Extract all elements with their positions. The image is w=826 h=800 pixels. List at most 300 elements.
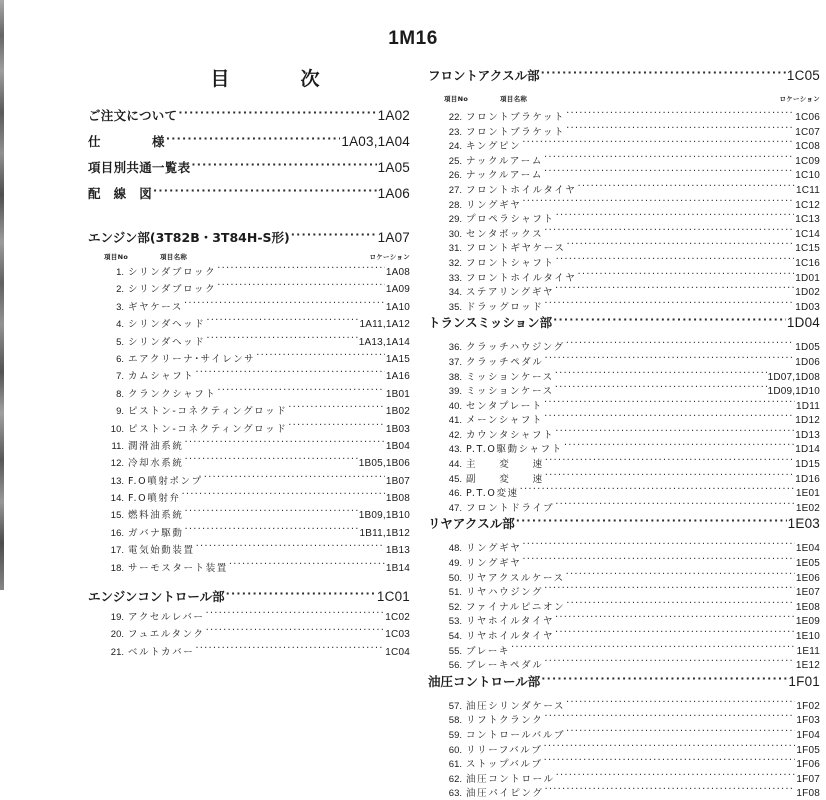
dot-leader	[522, 557, 795, 567]
item-label: 主 変 速	[466, 459, 544, 471]
item-no-column-header: 項目No	[104, 253, 129, 261]
location-column-header: ロケーション	[779, 95, 820, 103]
toc-item-row[interactable]	[88, 386, 410, 403]
toc-item-row[interactable]	[88, 490, 410, 507]
item-label: 油圧コントロール	[466, 773, 555, 785]
location-code: 1A09	[385, 284, 410, 296]
location-code: 1A11,1A12	[359, 319, 410, 331]
location-code: 1D06	[795, 356, 820, 368]
location-code: 1B03	[385, 423, 410, 435]
dot-leader	[545, 458, 795, 468]
dot-leader	[541, 68, 786, 81]
page-title: 目 次	[210, 68, 346, 90]
item-label: センタプレート	[466, 400, 543, 412]
item-label: フロントシャフト	[466, 257, 555, 269]
item-number: 47.	[448, 502, 462, 514]
item-number: 61.	[448, 759, 462, 771]
item-label: リヤアクスルケース	[466, 572, 565, 584]
dot-leader	[545, 787, 796, 797]
dot-leader	[195, 645, 384, 655]
section-title: 油圧コントロール部	[428, 673, 541, 689]
location-code: 1F01	[788, 673, 820, 689]
item-number: 44.	[448, 459, 462, 471]
item-number: 15.	[110, 510, 124, 522]
location-code: 1B02	[385, 406, 410, 418]
item-label: リフトクランク	[466, 715, 544, 727]
item-number: 30.	[448, 228, 462, 240]
dot-leader	[191, 160, 376, 173]
toc-item-row[interactable]	[88, 264, 410, 281]
dot-leader	[185, 526, 359, 536]
toc-item-row[interactable]	[428, 383, 820, 398]
toc-item-row[interactable]	[428, 124, 820, 139]
dot-leader	[544, 300, 794, 310]
toc-item-row[interactable]	[428, 584, 820, 599]
toc-item-row[interactable]	[88, 438, 410, 455]
dot-leader	[520, 487, 795, 497]
location-code: 1C10	[795, 170, 820, 182]
section-spacer	[88, 210, 410, 228]
item-label: ピストン-コネクティングロッド	[128, 406, 288, 418]
toc-item-row[interactable]	[88, 560, 410, 577]
dot-leader	[556, 256, 795, 266]
location-code: 1E07	[795, 587, 820, 599]
toc-item-row[interactable]	[88, 609, 410, 626]
document-code: 1M16	[388, 28, 438, 49]
item-number: 6.	[116, 353, 124, 365]
dot-leader	[566, 728, 795, 738]
toc-item-row[interactable]	[88, 644, 410, 661]
left-column-rows	[88, 106, 410, 661]
dot-leader	[555, 501, 795, 511]
item-number: 27.	[448, 184, 462, 196]
location-code: 1E09	[795, 616, 820, 628]
toc-item-row[interactable]	[428, 240, 820, 255]
item-number: 20.	[110, 629, 124, 641]
item-number: 63.	[448, 788, 462, 800]
toc-item-row[interactable]	[428, 427, 820, 442]
dot-leader	[516, 516, 787, 529]
location-code: 1D09,1D10	[767, 386, 820, 398]
dot-leader	[178, 108, 376, 121]
section-heading[interactable]	[428, 672, 820, 698]
toc-item-row[interactable]	[88, 455, 410, 472]
toc-item-row[interactable]	[428, 270, 820, 285]
toc-entry[interactable]	[88, 132, 410, 158]
dot-leader	[555, 286, 794, 296]
dot-leader	[555, 630, 795, 640]
dot-leader	[564, 443, 794, 453]
dot-leader	[522, 542, 795, 552]
toc-item-row[interactable]	[88, 351, 410, 368]
item-label: 冷却水系統	[128, 458, 184, 470]
dot-leader	[206, 628, 385, 638]
item-number: 5.	[116, 336, 124, 348]
location-code: 1C03	[385, 629, 410, 641]
item-label: キングピン	[466, 141, 522, 153]
item-number: 32.	[448, 257, 462, 269]
dot-leader	[544, 586, 795, 596]
item-label: クラッチペダル	[466, 356, 544, 368]
dot-leader	[184, 300, 385, 310]
toc-item-row[interactable]	[428, 742, 820, 757]
dot-leader	[226, 589, 376, 602]
toc-item-row[interactable]	[428, 727, 820, 742]
toc-item-row[interactable]	[428, 570, 820, 585]
toc-item-row[interactable]	[428, 398, 820, 413]
toc-item-row[interactable]	[428, 771, 820, 786]
item-number: 46.	[448, 488, 462, 500]
toc-item-row[interactable]	[88, 403, 410, 420]
section-heading[interactable]	[428, 514, 820, 540]
dot-leader	[291, 230, 377, 243]
dot-leader	[217, 283, 385, 293]
item-number: 45.	[448, 473, 462, 485]
section-heading[interactable]	[428, 313, 820, 339]
section-title: エンジン部(3T82B・3T84H-S形)	[88, 230, 290, 245]
toc-item-row[interactable]	[428, 255, 820, 270]
toc-item-row[interactable]	[428, 555, 820, 570]
dot-leader	[522, 140, 794, 150]
location-code: 1D14	[795, 444, 820, 456]
dot-leader	[288, 422, 385, 432]
location-code: 1E04	[795, 543, 820, 555]
dot-leader	[545, 472, 795, 482]
dot-leader	[556, 213, 795, 223]
item-label: ナックルアーム	[466, 155, 543, 167]
item-label: コントロールバルブ	[466, 729, 566, 741]
item-number: 48.	[448, 543, 462, 555]
item-label: ギヤケース	[128, 301, 184, 313]
dot-leader	[206, 335, 357, 345]
item-label: ナックルアーム	[466, 170, 543, 182]
toc-item-row[interactable]	[428, 657, 820, 672]
toc-item-row[interactable]	[88, 507, 410, 524]
toc-item-row[interactable]	[88, 281, 410, 298]
dot-leader	[166, 134, 341, 147]
item-number: 60.	[448, 744, 462, 756]
item-number: 54.	[448, 631, 462, 642]
item-label: フュエルタンク	[128, 629, 205, 641]
item-number: 7.	[116, 371, 124, 383]
location-code: 1B05,1B06	[358, 458, 410, 470]
toc-item-row[interactable]	[88, 525, 410, 542]
dot-leader	[204, 474, 385, 484]
location-code: 1C01	[376, 589, 410, 605]
section-heading[interactable]	[88, 587, 410, 609]
toc-item-row[interactable]	[88, 334, 410, 351]
item-number: 24.	[448, 141, 462, 153]
dot-leader	[553, 315, 786, 328]
item-number: 29.	[448, 214, 462, 226]
toc-item-row[interactable]	[428, 197, 820, 212]
item-number: 43.	[448, 444, 462, 456]
item-number: 51.	[448, 587, 462, 599]
item-label: F.O噴射ポンプ	[128, 475, 203, 487]
item-no-column-header: 項目No	[444, 95, 469, 103]
location-code: 1E05	[795, 558, 820, 570]
item-label: 副 変 速	[466, 473, 544, 485]
item-name-column-header: 項目名称	[500, 95, 528, 103]
item-number: 10.	[110, 423, 124, 435]
dot-leader	[217, 266, 385, 276]
section-title: リヤアクスル部	[428, 516, 515, 532]
item-label: リリーフバルブ	[466, 744, 543, 756]
item-number: 8.	[116, 388, 124, 400]
section-heading[interactable]	[88, 228, 410, 250]
dot-leader	[566, 111, 794, 121]
item-label: リヤホイルタイヤ	[466, 616, 555, 628]
dot-leader	[566, 571, 795, 581]
item-label: 油圧パイピング	[466, 788, 544, 800]
location-code: 1D05	[795, 342, 820, 354]
item-label: フロントギヤケース	[466, 243, 566, 255]
item-label: フロントドライブ	[466, 502, 555, 514]
toc-item-row[interactable]	[88, 626, 410, 643]
item-number: 53.	[448, 616, 462, 628]
dot-leader	[566, 341, 795, 351]
item-number: 37.	[448, 356, 462, 368]
item-label: アクセルレバー	[128, 612, 205, 624]
location-code: 1D12	[795, 415, 820, 427]
item-label: クランクシャフト	[128, 388, 217, 400]
item-number: 12.	[110, 458, 124, 470]
item-label: フロントブラケット	[466, 126, 566, 138]
item-label: フロントブラケット	[466, 112, 566, 123]
item-number: 11.	[111, 440, 124, 452]
dot-leader	[544, 169, 794, 179]
dot-leader	[544, 758, 796, 768]
toc-item-row[interactable]	[428, 712, 820, 727]
toc-item-row[interactable]	[88, 316, 410, 333]
toc-item-row[interactable]	[428, 441, 820, 456]
item-label: ピストン-コネクティングロッド	[128, 423, 288, 435]
location-code: 1B09,1B10	[358, 510, 410, 522]
location-code: 1D02	[795, 287, 820, 299]
toc-item-row[interactable]	[428, 354, 820, 369]
item-number: 14.	[110, 493, 124, 505]
item-number: 13.	[110, 475, 124, 487]
item-number: 4.	[116, 319, 124, 331]
toc-item-row[interactable]	[428, 628, 820, 643]
location-code: 1A05	[377, 160, 410, 175]
dot-leader	[566, 242, 794, 252]
location-code: 1C14	[795, 228, 820, 240]
toc-entry[interactable]	[88, 184, 410, 210]
item-number: 50.	[448, 572, 462, 584]
item-label: フロントホイルタイヤ	[466, 184, 577, 196]
item-number: 21.	[110, 646, 124, 658]
location-column-header: ロケーション	[369, 253, 410, 261]
location-code: 1B11,1B12	[359, 527, 410, 539]
toc-item-row[interactable]	[428, 456, 820, 471]
item-number: 1.	[116, 267, 124, 278]
dot-leader	[543, 743, 795, 753]
section-heading[interactable]	[428, 66, 820, 92]
toc-item-row[interactable]	[428, 153, 820, 168]
dot-leader	[185, 457, 358, 467]
location-code: 1C11	[796, 184, 820, 196]
toc-item-row[interactable]	[428, 226, 820, 241]
location-code: 1D04	[786, 315, 820, 331]
item-label: フロントホイルタイヤ	[466, 272, 577, 284]
location-code: 1B07	[385, 475, 410, 487]
toc-item-row[interactable]	[428, 698, 820, 713]
toc-entry[interactable]	[88, 158, 410, 184]
toc-item-row[interactable]	[428, 485, 820, 500]
item-label: リヤハウジング	[466, 587, 544, 599]
section-title: トランスミッション部	[428, 315, 553, 331]
entry-label: 仕 様	[88, 134, 165, 149]
dot-leader	[196, 544, 385, 554]
dot-leader	[229, 561, 385, 571]
dot-leader	[544, 154, 794, 164]
location-code: 1E12	[795, 660, 820, 672]
item-number: 40.	[448, 400, 462, 412]
item-label: カムシャフト	[128, 371, 195, 383]
item-number: 3.	[116, 301, 124, 313]
entry-label: 配 線 図	[88, 186, 153, 201]
item-number: 42.	[448, 429, 462, 441]
item-label: サーモスタート装置	[128, 562, 228, 574]
location-code: 1F07	[796, 773, 820, 785]
toc-item-row[interactable]	[428, 339, 820, 354]
item-number: 28.	[448, 199, 462, 211]
item-number: 57.	[448, 700, 462, 712]
location-code: 1F08	[796, 788, 820, 800]
item-label: 燃料油系統	[128, 510, 184, 522]
item-label: ステアリングギヤ	[466, 287, 555, 299]
item-label: ストップバルブ	[466, 759, 543, 771]
toc-item-row[interactable]	[428, 471, 820, 486]
item-number: 16.	[110, 527, 124, 539]
toc-item-row[interactable]	[428, 412, 820, 427]
entry-label: 項目別共通一覧表	[88, 160, 191, 175]
location-code: 1A15	[385, 353, 410, 365]
toc-item-row[interactable]	[428, 756, 820, 771]
toc-item-row[interactable]	[88, 299, 410, 316]
item-number: 39.	[448, 386, 462, 398]
toc-item-row[interactable]	[428, 613, 820, 628]
location-code: 1C12	[795, 199, 820, 211]
location-code: 1E02	[795, 502, 820, 514]
item-label: リングギヤ	[466, 543, 522, 555]
dot-leader	[206, 318, 358, 328]
item-number: 23.	[448, 126, 462, 138]
toc-item-row[interactable]	[428, 299, 820, 314]
item-number: 33.	[448, 272, 462, 284]
toc-item-row[interactable]	[88, 473, 410, 490]
location-code: 1A03,1A04	[341, 134, 410, 149]
location-code: 1C07	[795, 126, 820, 138]
dot-leader	[195, 370, 384, 380]
location-code: 1B14	[385, 562, 410, 574]
location-code: 1F05	[796, 744, 820, 756]
location-code: 1E01	[795, 488, 820, 500]
location-code: 1C02	[385, 612, 410, 624]
dot-leader	[511, 644, 796, 654]
dot-leader	[541, 673, 787, 686]
item-label: リングギヤ	[466, 199, 522, 211]
location-code: 1B13	[385, 545, 410, 557]
toc-item-row[interactable]	[428, 138, 820, 153]
location-code: 1C15	[795, 243, 820, 255]
item-name-column-header: 項目名称	[160, 253, 188, 261]
toc-item-row[interactable]	[428, 599, 820, 614]
item-number: 2.	[116, 284, 124, 296]
toc-item-row[interactable]	[428, 643, 820, 658]
dot-leader	[555, 428, 794, 438]
item-label: ミッションケース	[466, 386, 554, 398]
toc-item-row[interactable]	[88, 368, 410, 385]
dot-leader	[577, 271, 794, 281]
item-label: ベルトカバー	[128, 646, 195, 658]
toc-item-row[interactable]	[428, 109, 820, 124]
item-label: ガバナ駆動	[128, 527, 184, 539]
location-code: 1A06	[377, 186, 410, 201]
item-number: 26.	[448, 170, 462, 182]
toc-item-row[interactable]	[428, 284, 820, 299]
dot-leader	[544, 227, 794, 237]
toc-entry[interactable]	[88, 106, 410, 132]
item-number: 62.	[448, 773, 462, 785]
toc-item-row[interactable]	[428, 182, 820, 197]
toc-item-row[interactable]	[428, 500, 820, 515]
section-title: フロントアクスル部	[428, 68, 540, 83]
toc-item-row[interactable]	[428, 167, 820, 182]
location-code: 1E11	[796, 645, 820, 657]
dot-leader	[556, 772, 796, 782]
dot-leader	[555, 615, 795, 625]
dot-leader	[555, 370, 767, 380]
dot-leader	[256, 352, 385, 362]
item-label: リヤホイルタイヤ	[466, 631, 555, 642]
location-code: 1A08	[385, 267, 410, 278]
toc-item-row[interactable]	[88, 421, 410, 438]
item-label: 潤滑油系統	[128, 440, 184, 452]
item-number: 18.	[110, 562, 124, 574]
item-number: 38.	[448, 371, 462, 383]
dot-leader	[577, 183, 795, 193]
dot-leader	[522, 198, 794, 208]
toc-item-row[interactable]	[428, 369, 820, 384]
item-label: ミッションケース	[466, 371, 554, 383]
column-header-row	[428, 92, 820, 109]
toc-item-row[interactable]	[428, 211, 820, 226]
item-number: 36.	[448, 342, 462, 354]
item-number: 35.	[448, 301, 462, 313]
location-code: 1C04	[385, 646, 410, 658]
toc-item-row[interactable]	[428, 540, 820, 555]
toc-item-row[interactable]	[428, 785, 820, 800]
item-label: リングギヤ	[466, 558, 522, 570]
location-code: 1D03	[795, 301, 820, 313]
location-code: 1A07	[377, 230, 410, 245]
dot-leader	[566, 125, 794, 135]
toc-item-row[interactable]	[88, 542, 410, 559]
dot-leader	[182, 492, 385, 502]
item-label: P.T.O駆動シャフト	[466, 444, 563, 456]
entry-label: ご注文について	[88, 108, 178, 123]
location-code: 1B01	[385, 388, 410, 400]
location-code: 1F02	[796, 700, 820, 712]
item-label: 油圧シリンダケース	[466, 700, 566, 712]
dot-leader	[206, 611, 385, 621]
location-code: 1C05	[786, 68, 820, 83]
dot-leader	[545, 355, 795, 365]
location-code: 1F04	[796, 729, 820, 741]
item-number: 52.	[448, 601, 462, 613]
